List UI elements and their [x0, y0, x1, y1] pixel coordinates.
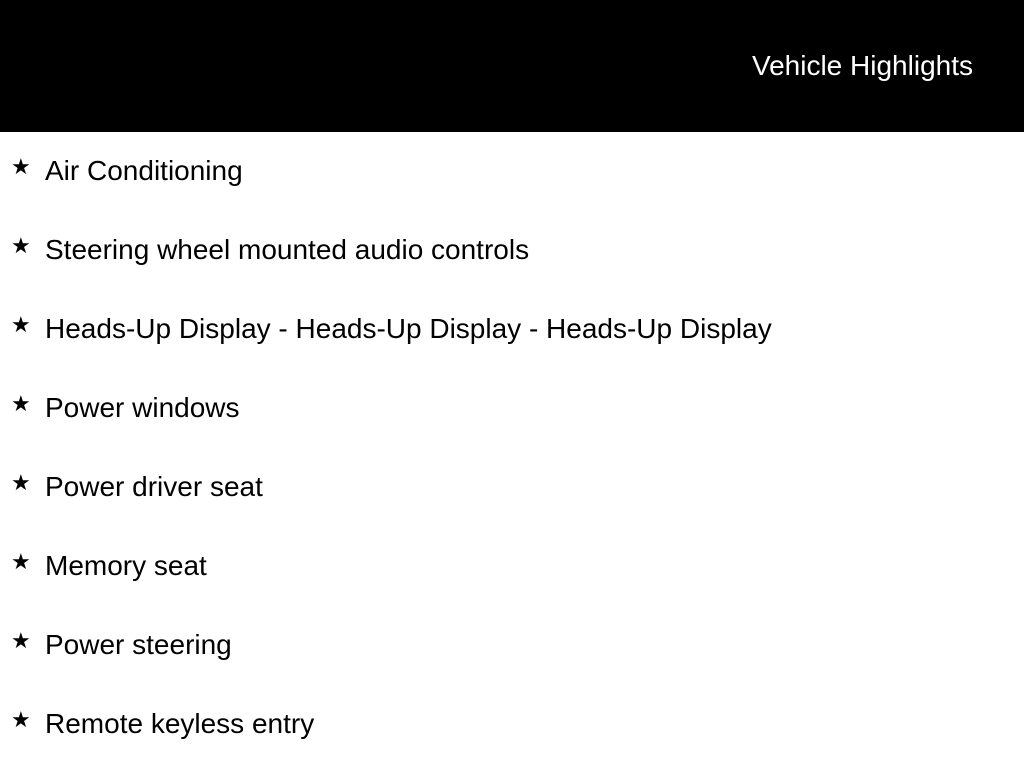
list-item [0, 369, 1024, 448]
list-item [0, 290, 1024, 369]
header-bar [0, 0, 1024, 132]
star-icon: ★ [11, 154, 31, 179]
feature-label: Memory seat [45, 550, 207, 581]
star-icon: ★ [11, 470, 31, 495]
star-icon: ★ [11, 707, 31, 732]
feature-label: Steering wheel mounted audio controls [45, 234, 530, 265]
feature-list [0, 132, 1024, 764]
star-icon: ★ [11, 312, 31, 337]
list-item [0, 448, 1024, 527]
feature-label: Remote keyless entry [45, 708, 315, 739]
star-icon: ★ [11, 628, 31, 653]
feature-label: Power steering [45, 629, 232, 660]
list-item [0, 211, 1024, 290]
list-item [0, 606, 1024, 685]
star-icon: ★ [11, 391, 31, 416]
feature-label: Heads-Up Display - Heads-Up Display - Heads-Up Display [45, 313, 772, 344]
list-item [0, 685, 1024, 764]
list-item [0, 527, 1024, 606]
feature-label: Air Conditioning [45, 155, 243, 186]
list-item [0, 132, 1024, 211]
star-icon: ★ [11, 549, 31, 574]
feature-label: Power driver seat [45, 471, 263, 502]
star-icon: ★ [11, 233, 31, 258]
feature-label: Power windows [45, 392, 240, 423]
page-title: Vehicle Highlights [751, 50, 973, 81]
